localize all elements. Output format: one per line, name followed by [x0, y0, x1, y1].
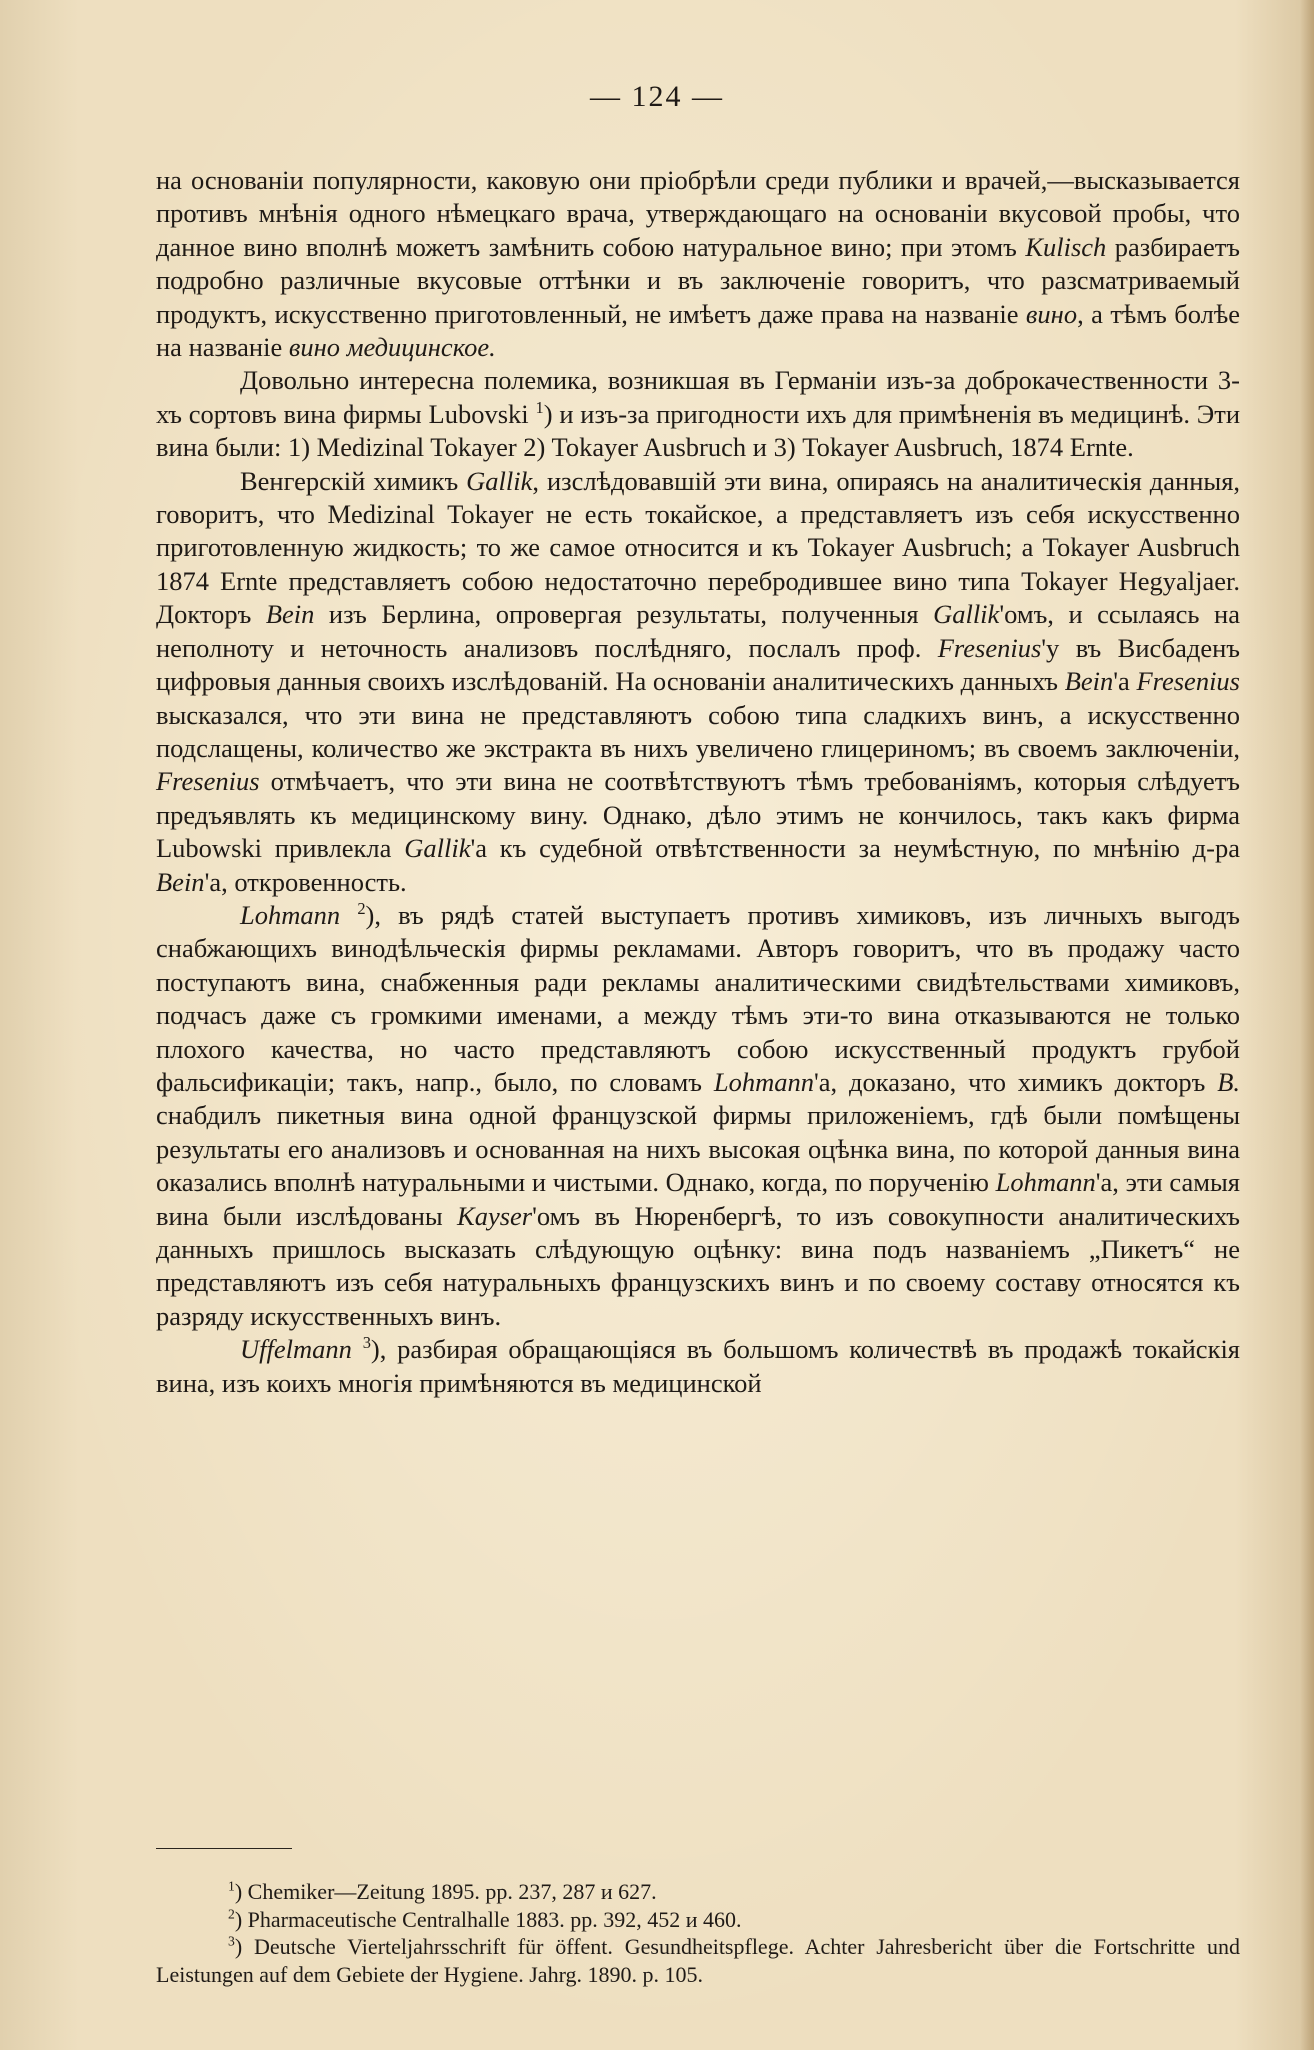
text-run: 'а, откровенность.: [204, 866, 407, 897]
paragraph: [156, 899, 1240, 1333]
text-run: ) и изъ-за пригодности ихъ для примѣненія въ медицинѣ. Эти вина были: 1) Medizinal Tokayer 2) Tokayer Ausbruch и 3) Tokayer Ausbruch, 1874 Ernte.: [156, 398, 1241, 463]
paragraph: [156, 465, 1240, 899]
footnote-mark: 2: [228, 1906, 235, 1922]
italic-name: Fresenius: [1136, 666, 1240, 697]
italic-name: Bein: [156, 866, 205, 897]
text-run: изъ Берлина, опровергая результаты, полученныя: [314, 599, 934, 630]
paragraph: [156, 164, 1240, 364]
text-run: 'а къ судебной отвѣтственности за неумѣстную, по мнѣнію д-ра: [470, 833, 1241, 864]
italic-name: Uffelmann: [240, 1334, 352, 1365]
text-run: ), въ рядѣ статей выступаетъ противъ химиковъ, изъ личныхъ выгодъ снабжающихъ винодѣльческія фирмы рекламами. Авторъ говоритъ, что въ продажу часто поступаютъ вина, снабженныя ради рекламы аналитическими свидѣтельствами химиковъ, подчасъ даже съ громкими именами, а между тѣмъ эти-то вина отказываются не только плохого качества, но часто представляютъ собою искусственный продуктъ грубой фальсификаціи; такъ, напр., было, по словамъ: [156, 899, 1241, 1097]
italic-name: Lohmann: [713, 1066, 814, 1097]
footnote-separator: [156, 1848, 292, 1849]
footnote-text: ) Chemiker—Zeitung 1895. pp. 237, 287 и 627.: [234, 1879, 657, 1904]
text-run: Венгерскій химикъ: [240, 465, 467, 496]
italic-name: Lohmann: [240, 899, 341, 930]
text-run: разбираетъ подробно различные вкусовые оттѣнки и въ заключеніе говоритъ, что разсматриваемый продуктъ, искусственно приготовленный, не имѣетъ даже права на названіе: [156, 231, 1240, 329]
footnote-mark: 1: [228, 1878, 235, 1894]
text-run: 'а, эти самыя вина были изслѣдованы: [156, 1167, 1240, 1231]
italic-name: Gallik: [933, 599, 1000, 630]
main-text: [156, 164, 1240, 1400]
paragraph: [156, 1333, 1240, 1400]
italic-name: Lohmann: [995, 1167, 1096, 1198]
text-run: 'омъ въ Нюренбергѣ, то изъ совокупности аналитическихъ данныхъ пришлось высказать слѣдующую оцѣнку: вина подъ названіемъ „Пикетъ“ не представляютъ изъ себя натуральныхъ французскихъ винъ и по своему составу относятся къ разряду искусственныхъ винъ.: [156, 1200, 1240, 1331]
italic-name: Fresenius: [156, 766, 260, 797]
page-number: — 124 —: [590, 80, 724, 113]
italic-name: вино медицинское.: [288, 332, 496, 363]
italic-name: Kulisch: [1025, 231, 1107, 262]
footnote-text: ) Deutsche Vierteljahrsschrift für öffent. Gesundheitspflege. Achter Jahresbericht über die Fortschritte und Leistungen auf dem Gebiete der Hygiene. Jahrg. 1890. p. 105.: [156, 1934, 1240, 1987]
text-run: ), разбирая обращающіяся въ большомъ количествѣ въ продажѣ токайскія вина, изъ коихъ многія примѣняются въ медицинской: [156, 1334, 1240, 1398]
text-run: 'омъ, и ссылаясь на неполноту и неточность анализовъ послѣдняго, послалъ проф.: [156, 599, 1240, 663]
page-edge-shadow: [1300, 0, 1314, 2050]
footnote-text: ) Pharmaceutische Centralhalle 1883. pp. 392, 452 и 460.: [234, 1906, 742, 1932]
italic-name: B.: [1217, 1066, 1240, 1097]
footnote-mark: 3: [228, 1933, 235, 1949]
text-run: 'а: [1113, 666, 1137, 697]
italic-name: вино: [1025, 298, 1078, 329]
footnote: [156, 1878, 1240, 1906]
footnote: [156, 1906, 1240, 1934]
footnote-reference: 3: [362, 1333, 371, 1353]
text-run: отмѣчаетъ, что эти вина не соотвѣтствуютъ тѣмъ требованіямъ, которыя слѣдуетъ предъявлять къ медицинскому вину. Однако, дѣло этимъ не кончилось, такъ какъ фирма Lubowski привлекла: [156, 766, 1240, 864]
text-run: 'у въ Висбаденъ цифровыя данныя своихъ изслѣдованій. На основаніи аналитическихъ данныхъ: [156, 632, 1240, 697]
text-run: Довольно интересна полемика, возникшая въ Германіи изъ-за доброкачественности 3-хъ сортовъ вина фирмы Lubovski: [156, 365, 1240, 429]
text-run: , изслѣдовавшій эти вина, опираясь на аналитическія данныя, говоритъ, что Medizinal Tokayer не есть токайское, а представляетъ изъ себя искусственно приготовленную жидкость; то же самое относится и къ Tokayer Ausbruch; а Tokayer Ausbruch 1874 Ernte представляетъ собою недостаточно перебродившее вино типа Tokayer Hegyaljaer. Докторъ: [156, 465, 1241, 630]
text-run: [340, 900, 357, 930]
italic-name: Gallik: [466, 465, 533, 496]
footnote-reference: 2: [357, 899, 366, 919]
italic-name: Bein: [1064, 666, 1114, 697]
text-run: [352, 1334, 363, 1364]
footnote-reference: 1: [535, 398, 544, 418]
footnotes: [156, 1878, 1240, 1988]
text-run: на основаніи популярности, каковую они пріобрѣли среди публики и врачей,—высказывается противъ мнѣнія одного нѣмецкаго врача, утверждающаго на основаніи вкусовой пробы, что данное вино вполнѣ можетъ замѣнить собою натуральное вино; при этомъ: [156, 165, 1240, 262]
text-run: высказался, что эти вина не представляютъ собою типа сладкихъ винъ, а искусственно подслащены, количество же экстракта въ нихъ увеличено глицериномъ; въ своемъ заключеніи,: [156, 699, 1240, 763]
footnote: [156, 1933, 1240, 1988]
paragraph: [156, 364, 1240, 464]
text-run: снабдилъ пикетныя вина одной французской фирмы приложеніемъ, гдѣ были помѣщены результаты его анализовъ и основанная на нихъ высокая оцѣнка вина, по которой данныя вина оказались вполнѣ натуральными и чистыми. Однако, когда, по порученію: [156, 1100, 1240, 1198]
italic-name: Fresenius: [937, 632, 1042, 663]
text-run: , а тѣмъ болѣе на названіе: [156, 298, 1240, 363]
italic-name: Kayser: [457, 1200, 533, 1231]
text-run: 'а, доказано, что химикъ докторъ: [814, 1066, 1218, 1097]
italic-name: Bein: [265, 599, 315, 630]
italic-name: Gallik: [404, 833, 471, 864]
